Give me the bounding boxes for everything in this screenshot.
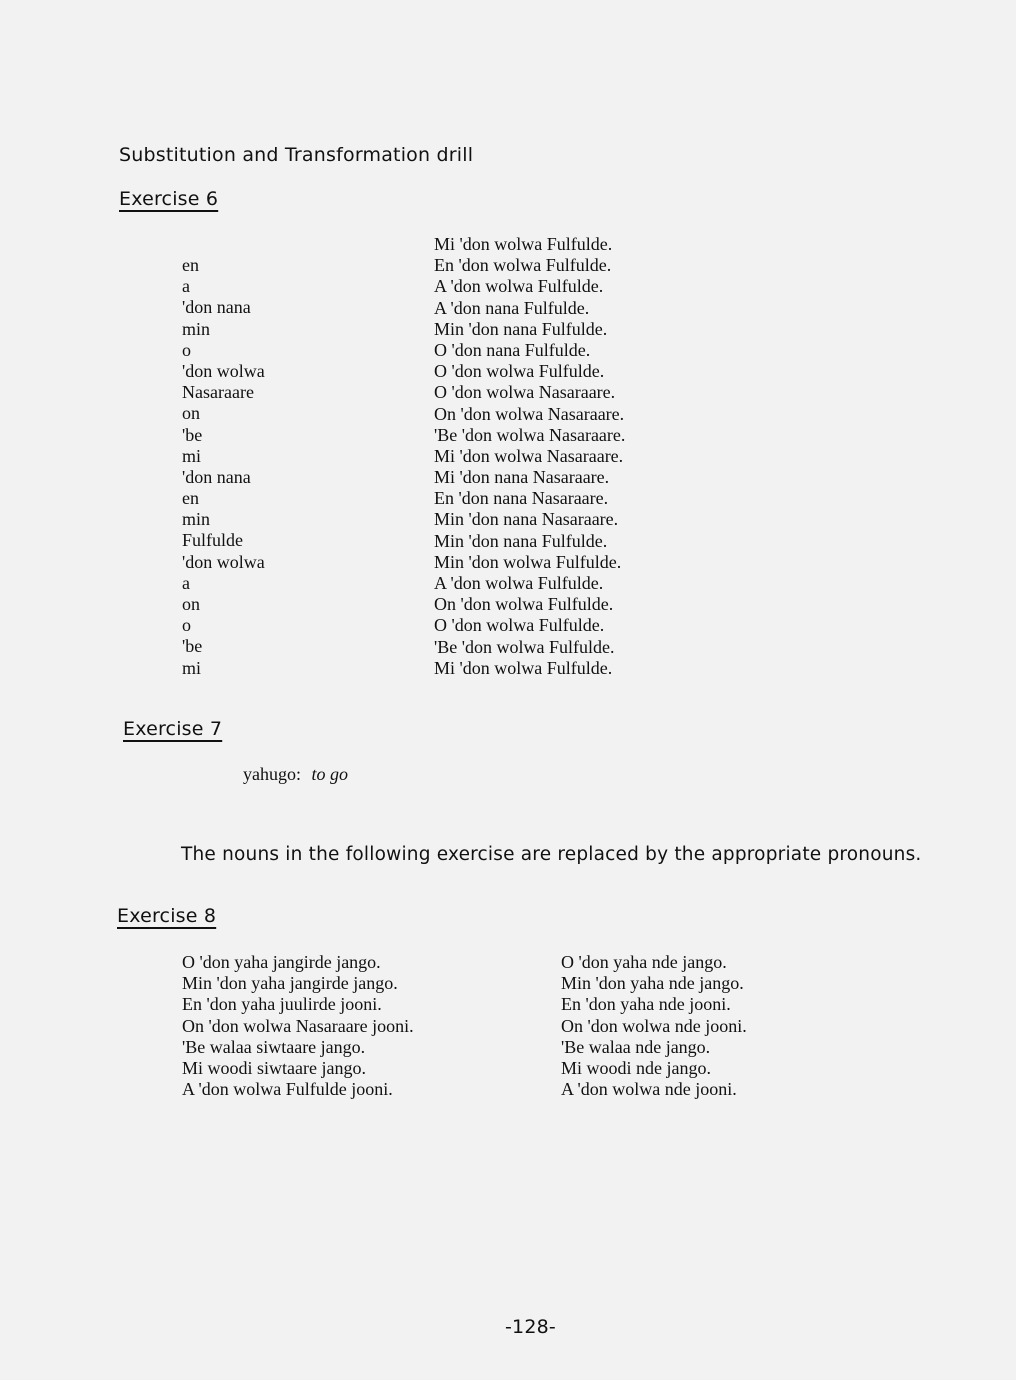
cue: 'don wolwa (182, 551, 265, 572)
cue: 'don nana (182, 297, 251, 318)
exercise-7-heading: Exercise 7 (123, 718, 223, 740)
sentence: On 'don wolwa Fulfulde. (434, 594, 614, 615)
sentence: En 'don nana Nasaraare. (434, 488, 609, 509)
verb-gloss: to go (311, 764, 349, 784)
sentence: A 'don wolwa Fulfulde. (434, 276, 604, 297)
sentence: Mi 'don nana Nasaraare. (434, 467, 610, 488)
transformed-sentence: En 'don yaha nde jooni. (561, 994, 731, 1015)
cue: min (182, 318, 211, 339)
verb: yahugo: (243, 764, 301, 784)
transformed-sentence: Mi woodi nde jango. (561, 1057, 711, 1078)
transformed-sentence: On 'don wolwa nde jooni. (561, 1015, 747, 1036)
cue: a (182, 572, 190, 593)
cue: o (182, 339, 191, 360)
original-sentence: En 'don yaha juulirde jooni. (182, 994, 382, 1015)
cue: Nasaraare (182, 382, 254, 403)
cue: on (182, 403, 200, 424)
original-sentence: O 'don yaha jangirde jango. (182, 952, 381, 972)
cue: Fulfulde (182, 530, 243, 551)
cue: 'don wolwa (182, 360, 265, 381)
cue: min (182, 509, 211, 530)
sentence: Mi 'don wolwa Fulfulde. (434, 657, 613, 678)
sentence: On 'don wolwa Nasaraare. (434, 403, 625, 424)
exercise-6-sentences (434, 234, 625, 679)
page-title: Substitution and Transformation drill (119, 144, 474, 166)
sentence: O 'don wolwa Nasaraare. (434, 382, 616, 403)
sentence: En 'don wolwa Fulfulde. (434, 255, 612, 276)
verb-entry (243, 764, 348, 785)
sentence: Min 'don wolwa Fulfulde. (434, 551, 622, 572)
sentence: A 'don nana Fulfulde. (434, 297, 590, 318)
original-sentence: Mi woodi siwtaare jango. (182, 1057, 366, 1078)
sentence: Min 'don nana Nasaraare. (434, 509, 619, 530)
sentence: Mi 'don wolwa Nasaraare. (434, 445, 624, 466)
cue: 'be (182, 636, 203, 657)
transformed-sentence: O 'don yaha nde jango. (561, 952, 727, 972)
exercise-6-heading: Exercise 6 (119, 188, 219, 210)
transformed-sentence: A 'don wolwa nde jooni. (561, 1079, 737, 1100)
cue: 'don nana (182, 466, 251, 487)
original-sentence: 'Be walaa siwtaare jango. (182, 1036, 366, 1057)
exercise-6-cues (182, 255, 265, 679)
original-sentence: A 'don wolwa Fulfulde jooni. (182, 1079, 393, 1100)
cue: on (182, 594, 200, 614)
cue: en (182, 488, 199, 509)
sentence: A 'don wolwa Fulfulde. (434, 573, 604, 593)
exercise-8-heading: Exercise 8 (117, 905, 217, 927)
page-number: -128- (505, 1316, 556, 1338)
sentence: 'Be 'don wolwa Nasaraare. (434, 424, 626, 445)
transformed-sentence: Min 'don yaha nde jango. (561, 973, 744, 994)
instruction-text: The nouns in the following exercise are replaced by the appropriate pronouns. (181, 844, 922, 865)
sentence: O 'don wolwa Fulfulde. (434, 361, 605, 382)
cue: mi (182, 657, 202, 678)
transformed-sentence: 'Be walaa nde jango. (561, 1036, 711, 1057)
cue: a (182, 276, 190, 297)
exercise-8-originals (182, 952, 414, 1100)
sentence: O 'don nana Fulfulde. (434, 339, 591, 360)
cue: o (182, 615, 191, 636)
sentence: O 'don wolwa Fulfulde. (434, 615, 605, 636)
sentence: Min 'don nana Fulfulde. (434, 318, 608, 339)
exercise-8-transformed (561, 952, 747, 1100)
sentence: Min 'don nana Fulfulde. (434, 530, 608, 551)
cue: 'be (182, 424, 203, 445)
sentence: 'Be 'don wolwa Fulfulde. (434, 636, 615, 657)
cue: en (182, 255, 199, 275)
original-sentence: Min 'don yaha jangirde jango. (182, 973, 398, 994)
cue: mi (182, 445, 202, 466)
original-sentence: On 'don wolwa Nasaraare jooni. (182, 1015, 414, 1036)
sentence: Mi 'don wolwa Fulfulde. (434, 234, 613, 254)
